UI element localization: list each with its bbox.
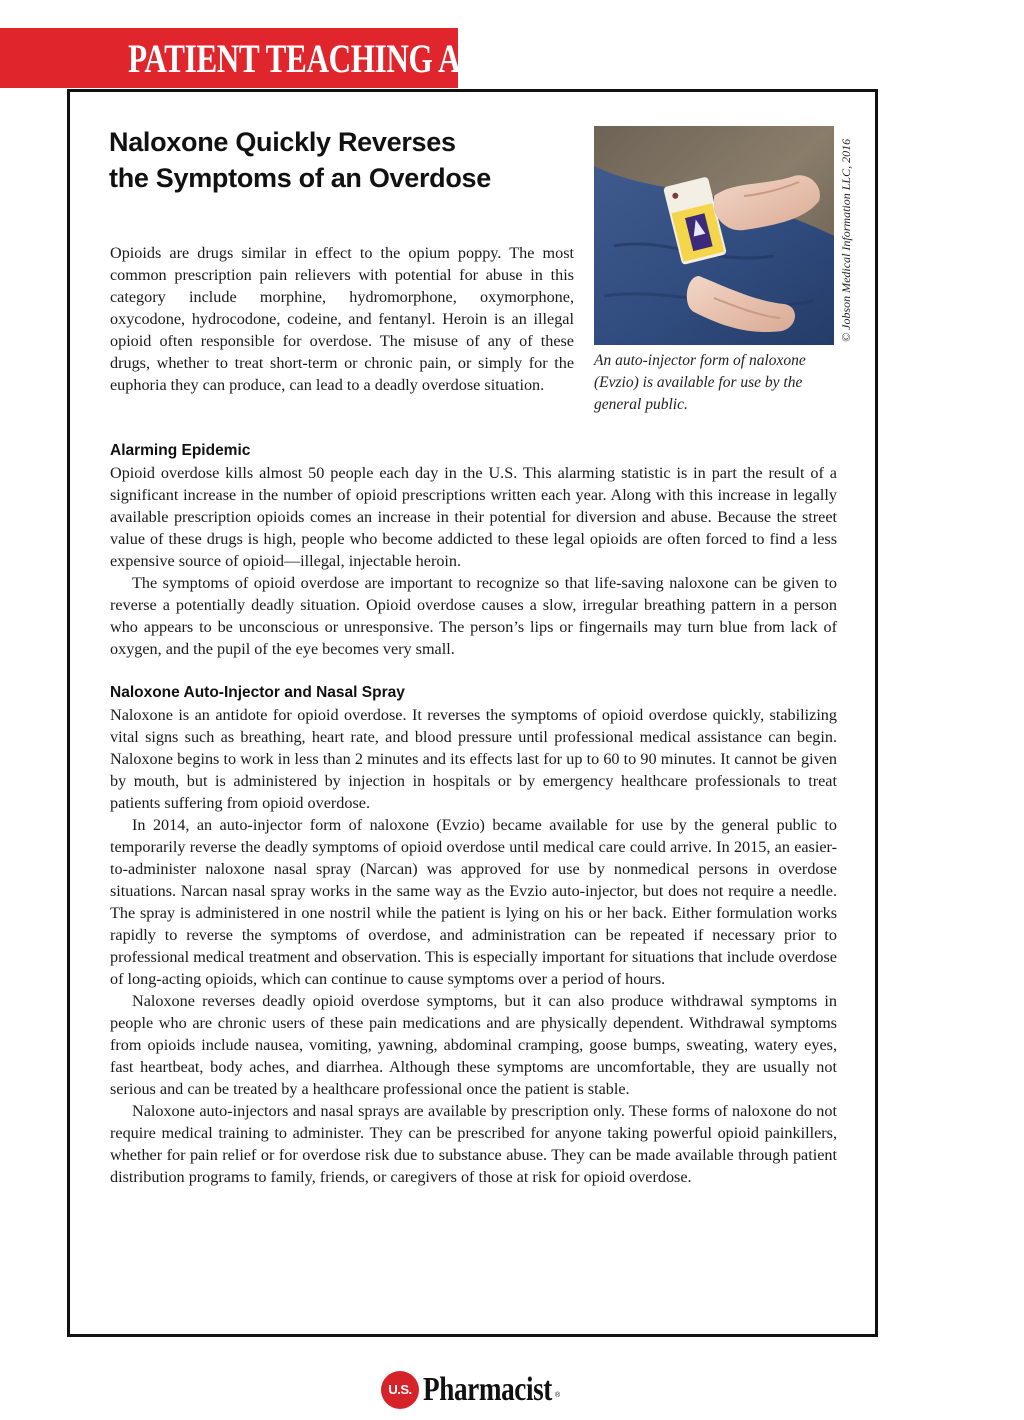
article-title-line-1: Naloxone Quickly Reverses — [109, 127, 456, 157]
logo-wordmark: Pharmacist — [423, 1371, 552, 1408]
body-paragraph: In 2014, an auto-injector form of naloxone (Evzio) became available for use by the general public to temporarily reverse the deadly symptoms of opioid overdose until medical care could arrive. In 2015, an easier-to-administer naloxone nasal spray (Narcan) was approved for use by nonmedical persons in overdose situations. Narcan nasal spray works in the same way as the Evzio auto-injector, but does not require a needle. The spray is administered in one nostril while the patient is lying on his or her back. Either formulation works rapidly to reverse the symptoms of overdose, and administration can be repeated if necessary prior to professional medical treatment and observation. This is especially important for situations that include overdose of long-acting opioids, which can continue to cause symptoms over a period of hours. — [110, 816, 837, 988]
photo-credit: © Jobson Medical Information LLC, 2016 — [839, 138, 853, 342]
body-paragraph: Naloxone reverses deadly opioid overdose symptoms, but it can also produce withdrawal symptoms in people who are chronic users of these pain medications and are physically dependent. Withdrawal symptoms from opioids include nausea, vomiting, yawning, abdominal cramping, goose bumps, sweating, watery eyes, fast heartbeat, body aches, and diarrhea. Although these symptoms are uncomfortable, they are usually not serious and can be treated by a healthcare professional once the patient is stable. — [110, 992, 837, 1098]
body-paragraph: Naloxone auto-injectors and nasal sprays are available by prescription only. These forms of naloxone do not require medical training to administer. They can be prescribed for anyone taking powerful opioid painkillers, whether for pain relief or for overdose risk due to substance abuse. They can be made available through patient distribution programs to family, friends, or caregivers of those at risk for opioid overdose. — [110, 1102, 837, 1186]
body-paragraph: The symptoms of opioid overdose are important to recognize so that life-saving naloxone can be given to reverse a potentially deadly situation. Opioid overdose causes a slow, irregular breathing pattern in a person who appears to be unconscious or unresponsive. The person’s lips or fingernails may turn blue from lack of oxygen, and the pupil of the eye becomes very small. — [110, 574, 837, 658]
auto-injector-photo — [594, 126, 834, 345]
us-pharmacist-logo — [381, 1368, 581, 1412]
logo-mark: U.S. — [381, 1371, 419, 1409]
section-heading-alarming-epidemic: Alarming Epidemic — [110, 442, 251, 459]
section-heading-naloxone-auto-injector: Naloxone Auto-Injector and Nasal Spray — [110, 684, 405, 701]
photo-caption: An auto-injector form of naloxone (Evzio) is available for use by the general public. — [594, 352, 806, 413]
article-title-line-2: the Symptoms of an Overdose — [109, 163, 491, 193]
body-paragraph: Opioid overdose kills almost 50 people each day in the U.S. This alarming statistic is in part the result of a significant increase in the number of opioid prescriptions written each year. Along with this increase in legally available prescription opioids comes an increase in their potential for diversion and abuse. Because the street value of these drugs is high, people who become addicted to these legal opioids are often forced to find a less expensive source of opioid—illegal, injectable heroin. — [110, 464, 837, 570]
article-body — [110, 440, 837, 1188]
header-label: PATIENT TEACHING AID — [128, 36, 495, 81]
body-paragraph: Naloxone is an antidote for opioid overdose. It reverses the symptoms of opioid overdose quickly, stabilizing vital signs such as breathing, heart rate, and blood pressure until professional medical assistance can begin. Naloxone begins to work in less than 2 minutes and its effects last for up to 60 to 90 minutes. It cannot be given by mouth, but is administered by injection in hospitals or by emergency healthcare professionals to treat patients suffering from opioid overdose. — [110, 706, 837, 812]
intro-paragraph: Opioids are drugs similar in effect to the opium poppy. The most common prescription pain relievers with potential for abuse in this category include morphine, hydromorphone, oxymorphone, oxycodone, hydrocodone, codeine, and fentanyl. Heroin is an illegal opioid often responsible for overdose. The misuse of any of these drugs, whether to treat short-term or chronic pain, or simply for the euphoria they can produce, can lead to a deadly overdose situation. — [110, 244, 574, 394]
logo-trademark: ® — [555, 1392, 561, 1399]
article-title — [109, 124, 569, 196]
